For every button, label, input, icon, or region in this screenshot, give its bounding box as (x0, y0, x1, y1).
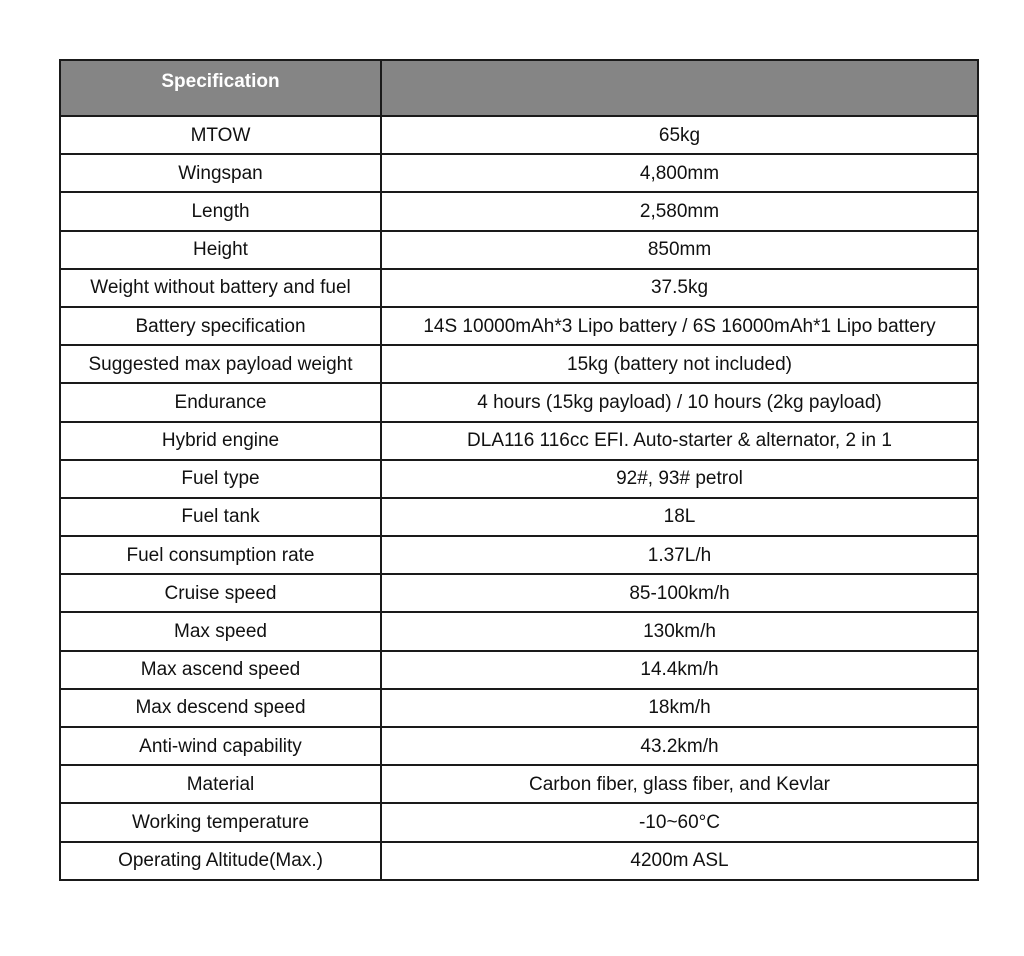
table-row (60, 383, 978, 421)
spec-label: Fuel consumption rate (60, 536, 381, 574)
spec-label: Hybrid engine (60, 422, 381, 460)
table-row (60, 765, 978, 803)
spec-value: Carbon fiber, glass fiber, and Kevlar (381, 765, 978, 803)
spec-value: 4,800mm (381, 154, 978, 192)
spec-value: 4 hours (15kg payload) / 10 hours (2kg payload) (381, 383, 978, 421)
spec-value: 2,580mm (381, 192, 978, 230)
header-row (60, 60, 978, 116)
spec-value: 43.2km/h (381, 727, 978, 765)
spec-value: 18L (381, 498, 978, 536)
spec-value: 85-100km/h (381, 574, 978, 612)
spec-label: Weight without battery and fuel (60, 269, 381, 307)
spec-value: -10~60°C (381, 803, 978, 841)
spec-label: Material (60, 765, 381, 803)
spec-label: Wingspan (60, 154, 381, 192)
header-specification: Specification (60, 60, 381, 116)
spec-value: 92#, 93# petrol (381, 460, 978, 498)
spec-value: 850mm (381, 231, 978, 269)
table-row (60, 345, 978, 383)
spec-label: Battery specification (60, 307, 381, 345)
table-row (60, 460, 978, 498)
spec-label: Anti-wind capability (60, 727, 381, 765)
spec-value: 15kg (battery not included) (381, 345, 978, 383)
specification-table (59, 59, 979, 881)
table-row (60, 154, 978, 192)
table-header (60, 60, 978, 116)
spec-label: Endurance (60, 383, 381, 421)
spec-label: Max ascend speed (60, 651, 381, 689)
spec-value: DLA116 116cc EFI. Auto-starter & alternator, 2 in 1 (381, 422, 978, 460)
spec-label: Fuel tank (60, 498, 381, 536)
spec-value: 1.37L/h (381, 536, 978, 574)
table-row (60, 689, 978, 727)
table-row (60, 116, 978, 154)
header-value (381, 60, 978, 116)
spec-value: 4200m ASL (381, 842, 978, 880)
spec-label: Max descend speed (60, 689, 381, 727)
spec-label: MTOW (60, 116, 381, 154)
spec-value: 14S 10000mAh*3 Lipo battery / 6S 16000mAh*1 Lipo battery (381, 307, 978, 345)
spec-label: Cruise speed (60, 574, 381, 612)
spec-value: 130km/h (381, 612, 978, 650)
table-row (60, 612, 978, 650)
spec-label: Suggested max payload weight (60, 345, 381, 383)
table-row (60, 536, 978, 574)
spec-value: 65kg (381, 116, 978, 154)
table-row (60, 842, 978, 880)
spec-label: Fuel type (60, 460, 381, 498)
table-row (60, 192, 978, 230)
spec-value: 37.5kg (381, 269, 978, 307)
table-row (60, 231, 978, 269)
spec-value: 18km/h (381, 689, 978, 727)
spec-value: 14.4km/h (381, 651, 978, 689)
table-row (60, 498, 978, 536)
spec-label: Height (60, 231, 381, 269)
table-body (60, 116, 978, 880)
table-row (60, 422, 978, 460)
table-row (60, 727, 978, 765)
table-row (60, 574, 978, 612)
spec-label: Working temperature (60, 803, 381, 841)
spec-label: Length (60, 192, 381, 230)
spec-label: Operating Altitude(Max.) (60, 842, 381, 880)
table-row (60, 307, 978, 345)
table-row (60, 803, 978, 841)
table-row (60, 651, 978, 689)
spec-label: Max speed (60, 612, 381, 650)
table-row (60, 269, 978, 307)
